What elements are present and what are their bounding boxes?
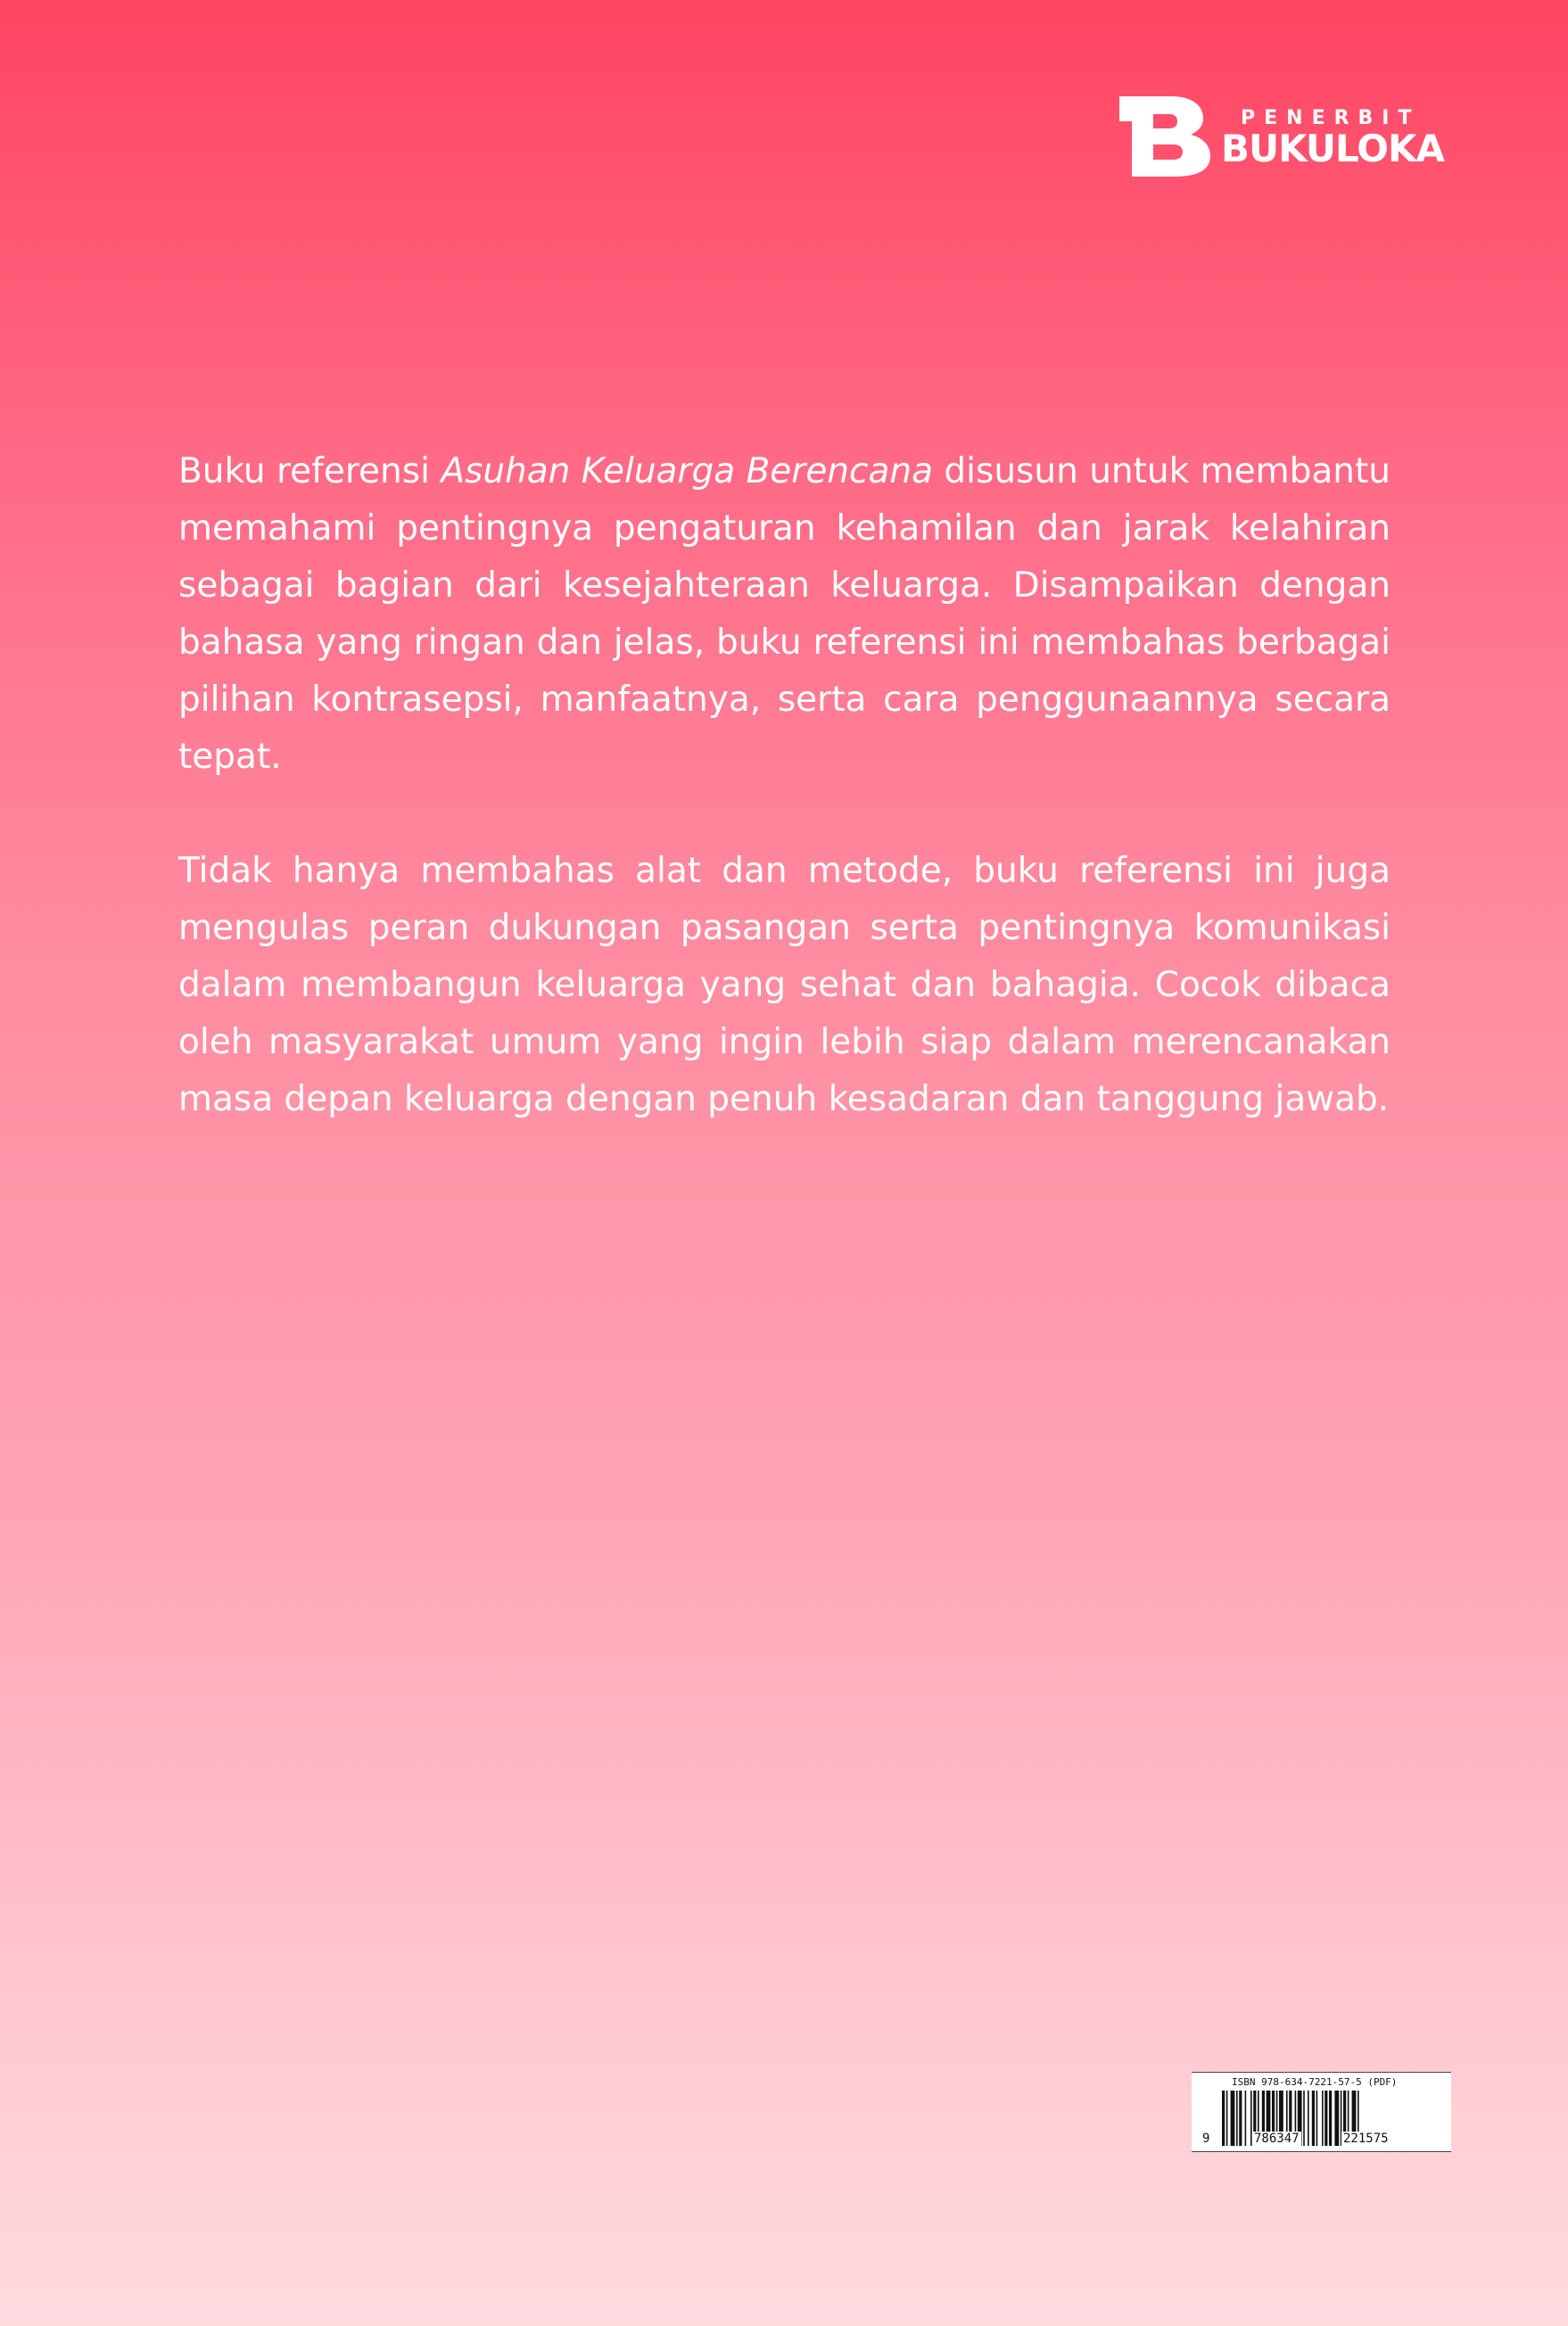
isbn-barcode — [1192, 2072, 1451, 2152]
publisher-b-mark-icon — [1119, 96, 1212, 177]
publisher-label-small: PENERBIT — [1241, 107, 1421, 129]
back-cover-blurb — [178, 443, 1391, 1185]
barcode-digits-right: 221575 — [1343, 2132, 1389, 2146]
isbn-label: ISBN 978-634-7221-57-5 (PDF) — [1232, 2076, 1398, 2088]
blurb-p1-rest: disusun untuk membantu memahami pentingnya pengaturan kehamilan dan jarak kelahiran sebagai bagian dari kesejahteraan keluarga. Disampaikan dengan bahasa yang ringan dan jelas, buku referensi ini membahas berbagai pilihan kontrasepsi, manfaatnya, serta cara penggunaannya secara tepat. — [178, 451, 1391, 777]
blurb-p1-prefix: Buku referensi — [178, 451, 442, 491]
blurb-paragraph-2: Tidak hanya membahas alat dan metode, buku referensi ini juga mengulas peran dukungan pasangan serta pentingnya komunikasi dalam membangun keluarga yang sehat dan bahagia. Cocok dibaca oleh masyarakat umum yang ingin lebih siap dalam merencanakan masa depan keluarga dengan penuh kesadaran dan tanggung jawab. — [178, 851, 1391, 1119]
blurb-paragraph-1 — [178, 443, 1391, 786]
barcode-digits-left: 786347 — [1254, 2132, 1300, 2146]
barcode-digit-lead: 9 — [1202, 2132, 1210, 2146]
publisher-logo — [1119, 96, 1445, 177]
publisher-name: BUKULOKA — [1221, 127, 1445, 170]
book-title-inline: Asuhan Keluarga Berencana — [441, 451, 933, 491]
